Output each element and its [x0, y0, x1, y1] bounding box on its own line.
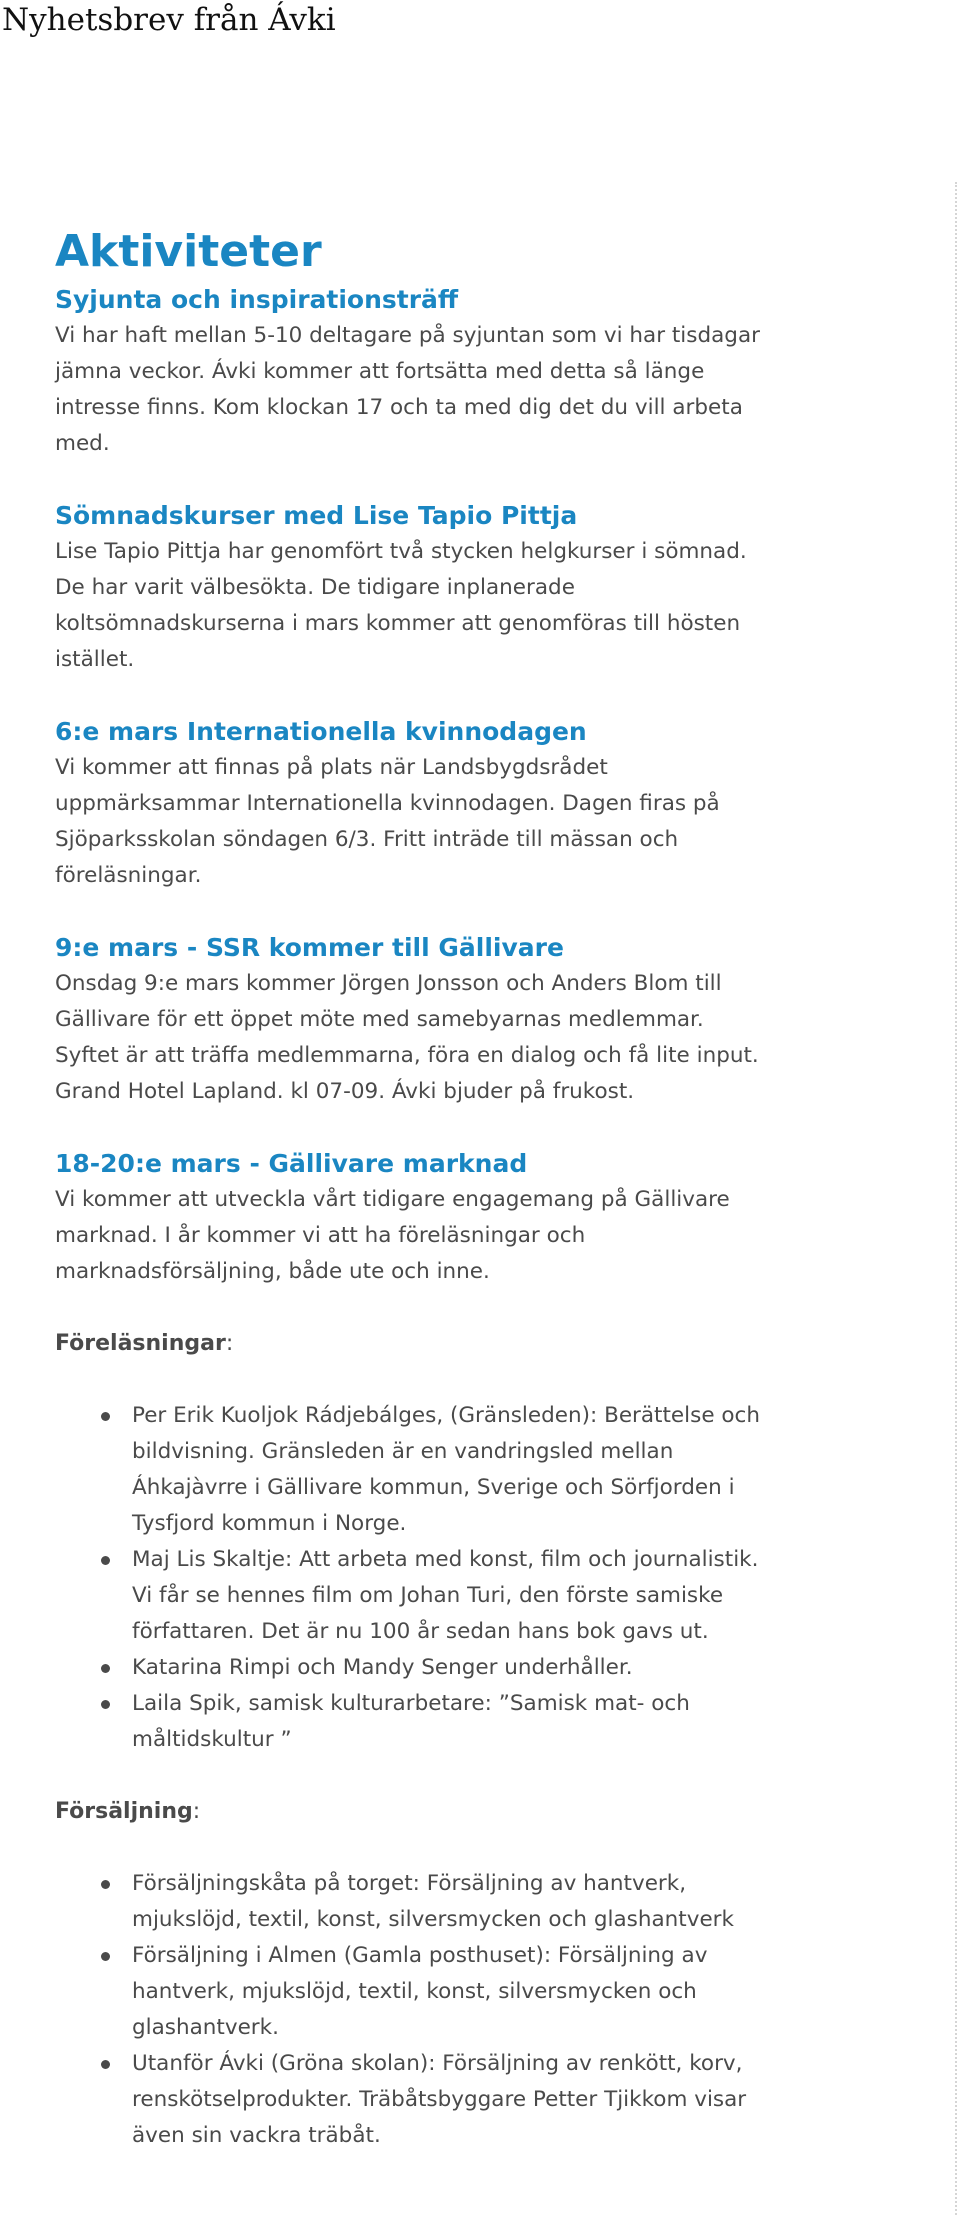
newsletter-content — [55, 222, 915, 2190]
bullet-icon — [101, 1952, 110, 1961]
list-item-text: Laila Spik, samisk kulturarbetare: ”Samisk mat- och måltidskultur ” — [132, 1691, 690, 1752]
item-text: Vi kommer att finnas på plats när Landsbygdsrådet uppmärksammar Internationella kvinnodagen. Dagen firas på Sjöparksskolan söndagen 6/3. Fritt inträde till mässan och föreläsningar. — [55, 755, 720, 888]
item-heading: Sömnadskurser med Lise Tapio Pittja — [55, 501, 578, 530]
bullet-icon — [101, 1412, 110, 1421]
list-item-text: Per Erik Kuoljok Rádjebálges, (Gränsleden): Berättelse och bildvisning. Gränsleden är en vandringsled mellan Áhkajàvrre i Gällivare kommun, Sverige och Sörfjorden i Tysfjord kommun i Norge. — [132, 1403, 760, 1536]
list-item — [55, 1398, 915, 1542]
item-text: Lise Tapio Pittja har genomfört två stycken helgkurser i sömnad. De har varit välbesökta. De tidigare inplanerade koltsömnadskurserna i mars kommer att genomföras till hösten istället. — [55, 539, 747, 672]
bullet-icon — [101, 2060, 110, 2069]
item-text: Vi har haft mellan 5-10 deltagare på syjuntan som vi har tisdagar jämna veckor. Ávki kommer att fortsätta med detta så länge intresse finns. Kom klockan 17 och ta med dig det du vill arbeta med. — [55, 323, 760, 456]
list-item — [55, 1686, 915, 1758]
dotted-divider — [955, 182, 957, 2215]
list-item-text: Försäljningskåta på torget: Försäljning av hantverk, mjukslöjd, textil, konst, silversmycken och glashantverk — [132, 1871, 734, 1932]
item-text: Onsdag 9:e mars kommer Jörgen Jonsson och Anders Blom till Gällivare för ett öppet möte med samebyarnas medlemmar. Syftet är att träffa medlemmarna, föra en dialog och få lite input. Grand Hotel Lapland. kl 07-09. Ávki bjuder på frukost. — [55, 971, 759, 1104]
lectures-label — [55, 1326, 915, 1362]
item-heading: 6:e mars Internationella kvinnodagen — [55, 717, 587, 746]
sales-label-text: Försäljning — [55, 1799, 193, 1824]
news-item — [55, 930, 915, 1110]
bullet-icon — [101, 1664, 110, 1673]
list-item — [55, 1542, 915, 1650]
list-item-text: Maj Lis Skaltje: Att arbeta med konst, film och journalistik. Vi får se hennes film om Johan Turi, den förste samiske författaren. Det är nu 100 år sedan hans bok gavs ut. — [132, 1547, 759, 1644]
item-heading: 9:e mars - SSR kommer till Gällivare — [55, 933, 564, 962]
list-item-text: Försäljning i Almen (Gamla posthuset): Försäljning av hantverk, mjukslöjd, textil, konst, silversmycken och glashantverk. — [132, 1943, 708, 2040]
lectures-label-text: Föreläsningar — [55, 1331, 226, 1356]
bullet-icon — [101, 1880, 110, 1889]
list-item — [55, 1866, 915, 1938]
item-heading: 18-20:e mars - Gällivare marknad — [55, 1149, 528, 1178]
item-heading: Syjunta och inspirationsträff — [55, 285, 459, 314]
bullet-icon — [101, 1700, 110, 1709]
news-item — [55, 498, 915, 678]
list-item — [55, 1650, 915, 1686]
item-text: Vi kommer att utveckla vårt tidigare engagemang på Gällivare marknad. I år kommer vi att ha föreläsningar och marknadsförsäljning, både ute och inne. — [55, 1187, 730, 1284]
lectures-list — [55, 1398, 915, 1758]
lectures-label-colon: : — [225, 1331, 234, 1356]
list-item-text: Utanför Ávki (Gröna skolan): Försäljning av renkött, korv, renskötselprodukter. Träbåtsbyggare Petter Tjikkom visar även sin vackra träbåt. — [132, 2051, 747, 2148]
news-item — [55, 1146, 915, 1290]
news-item — [55, 714, 915, 894]
section-heading: Aktiviteter — [55, 226, 322, 277]
bullet-icon — [101, 1556, 110, 1565]
list-item-text: Katarina Rimpi och Mandy Senger underhåller. — [132, 1655, 633, 1680]
page-title: Nyhetsbrev från Ávki — [2, 2, 336, 38]
sales-label — [55, 1794, 915, 1830]
sales-label-colon: : — [192, 1799, 201, 1824]
list-item — [55, 1938, 915, 2046]
list-item — [55, 2046, 915, 2154]
sales-list — [55, 1866, 915, 2154]
news-item — [55, 282, 915, 462]
